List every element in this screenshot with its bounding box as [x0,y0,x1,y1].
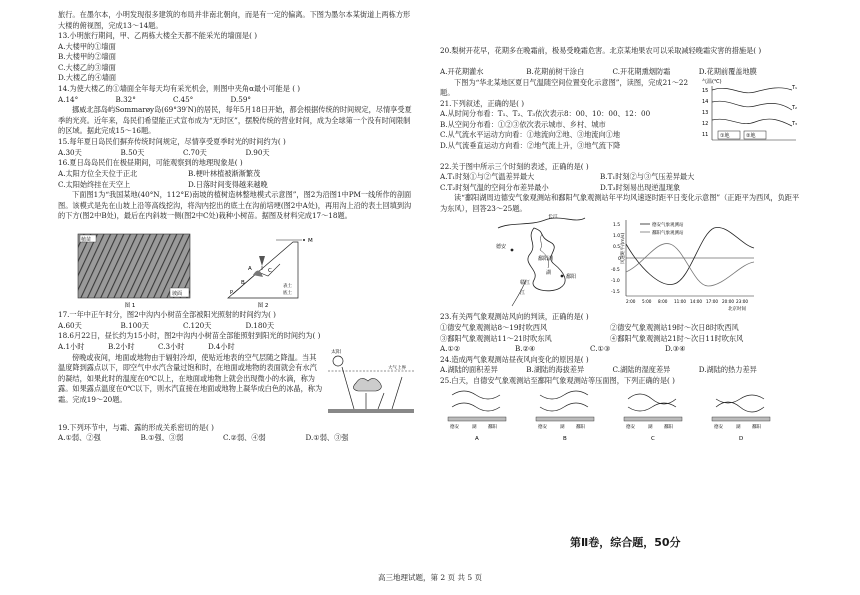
label-subsoil: 底土 [283,291,292,297]
q23-opt-b: B.②④ [515,344,536,354]
q23-statement-1: ①德安气象观测站8～19时吹西风 [440,322,548,332]
q24-stem: 24.造成两气象观测站昼夜风向变化的原因是( ) [440,354,589,364]
q20-opt-d: D.花期前覆盖地膜 [698,67,757,76]
q20-opt-a: A.开花期灌水 [440,67,484,76]
wind-ylabel: 风速距平/(m/s) [621,233,626,265]
iso-b-poyang: 鄱阳 [576,424,585,430]
poyang-map [490,214,590,312]
iso-b-lake: 湖 [560,424,565,430]
wind-xtick: 20:00 [722,299,735,305]
iso-c-poyang: 鄱阳 [664,424,673,430]
q23-opt-a: A.①② [440,344,461,354]
q19-opt-a: A.①弱、②强 [58,433,101,443]
temp-block [440,78,802,162]
q19-opt-c: C.②弱、④弱 [223,433,266,443]
intro-15-16: 挪威北部岛屿Sommarøy岛(69°39′N)的居民，每年5月18日开始，都会根据传统的时间规定，尽情享受夏季的光亮。近年来，岛民们希望能正式宣布成为“无时区”，摆脱传统的营业时间，成为全球第一个没有时间限制的区域。据此完成15～16题。 [58,105,412,136]
q15-opt-d: D.90天 [245,147,270,157]
wind-xtick: 11:00 [674,299,687,305]
figure1-caption: 图 1 [124,303,136,310]
q20-stem: 20.梨树开花早，花期多在晚霜前，极易受晚霜危害。北京某地果农可以采取减轻晚霜灾害的措施是( ) [440,46,762,55]
wind-ytick: -1.5 [611,290,620,296]
wind-xtick: 2:00 [626,299,636,305]
q21-opt-a: A.从时间分布看：T₁、T₂、T₃依次表示8：00、10：00、12：00 [440,109,651,119]
iso-d-label: D [739,435,744,442]
q17-opt-d: D.180天 [245,320,275,330]
sun-label: 太阳 [331,348,342,355]
wind-ytick: -0.5 [611,268,620,274]
q14-opt-a: A.14° [58,94,79,104]
q19-opt-b: B.①强、③弱 [140,433,184,443]
q14-opt-b: B.32° [115,94,136,104]
label-topsoil: 表土 [283,284,292,290]
isobar-option-c [624,394,682,442]
q23-opt-c: C.①③ [590,344,611,354]
tree-icon [259,256,265,266]
wind-ytick: 0 [618,257,621,263]
q23-statements-row2 [440,334,780,345]
iso-c-dean: 德安 [626,424,635,430]
label-c: C [268,268,272,275]
q24-opt-c: C.湖陆的湿度差异 [612,365,671,375]
q15-opt-a: A.30天 [58,147,82,157]
isobar-options [440,387,800,443]
q22-options-row2 [440,183,760,194]
q14-opt-c: C.45° [173,94,194,104]
q22-opt-b: B.T₁时刻②与③气压差异最大 [600,172,695,182]
q13-opt-c: C.大楼乙的③墙面 [58,62,116,72]
q22-opt-d: D.T₃时刻易出现逆温现象 [600,182,681,192]
q18-stem: 18.6月22日，昼长约为15小时，图2中沟内小树苗全部能照射到阳光的时间约为( ) [58,331,321,341]
figure1-ridge-label: 坡面 [172,291,183,298]
q23-statement-2: ②德安气象观测站19时～次日8时吹西风 [610,322,739,332]
temp-tick-14: 14 [702,98,709,105]
map-hu-label: 湖 [546,270,552,277]
intro-17-18: 下面图1为“我国某地(40°N，112°E)南坡的植树造林整地模式示意图”，图2为沿图1中PM一线所作的剖面图。该模式是先在山坡上沿等高线挖沟，将沟内挖出的底土在沟前培埂(图2中A处)，再用沟上沿的表土回填到沟的下方(图2中B处)，最后在内斜坡一侧(图2中C处)栽种小树苗。据图及材料完成17～18题。 [58,190,412,221]
q17-opt-a: A.60天 [58,320,82,330]
wind-xticks [626,299,748,304]
q21-opt-d: D.从气流垂直运动方向看：②地气流上升，③地气流下降 [440,140,621,150]
q23-statement-3: ③鄱阳气象观测站11～21时吹东风 [440,333,552,343]
iso-a-label: A [475,435,479,442]
q22-opt-c: C.T₂时刻气温的空间分布差异最小 [440,182,549,192]
q16-stem: 16.夏日岛岛民们在极昼期间，可能观察到的地理现象是( ) [58,158,243,168]
q18-opt-a: A.1小时 [58,341,85,351]
temperature-diagram [700,76,800,150]
q15-opt-c: C.70天 [183,147,207,157]
q14-options [58,95,288,106]
iso-c-label: C [651,435,655,442]
q21-opt-b: B.从空间分布看：①②③依次表示城市、乡村、城市 [440,119,606,129]
t3-label: T₃ [792,120,798,127]
wind-ytick: 0.5 [613,245,621,251]
page-footer: 高三地理试题，第 2 页 共 5 页 [378,573,482,582]
q14-opt-d: D.59° [230,94,252,104]
q19-options [58,433,388,444]
q23-stem: 23.有关两气象观测站风向的判读，正确的是( ) [440,312,589,322]
right-column [440,46,802,446]
map-poyang-label: 鄱阳 [566,274,577,281]
q16-options-row2 [58,180,318,191]
wind-xlabel: 北京时间 [728,307,746,313]
q13-opt-a: A.大楼甲的①墙面 [58,41,116,51]
intro-21-22: 下图为“华北某地区夏日气温随空间位置变化示意图”，读图，完成21～22题。 [440,77,689,98]
q17-stem: 17.一年中正午时分，图2中沟内小树苗全部被阳光照射的时间约为( ) [58,310,276,320]
q23-statements-row1 [440,323,780,334]
t2-label: T₂ [792,104,798,111]
q16-opt-a: A.太阳方位全天位于正北 [58,168,138,178]
intro-19-20: 傍晚或夜间，地面或地物由于辐射冷却，使贴近地表的空气层随之降温。当其温度降到露点以下，即空气中水汽含量过饱和时，在地面或地物的表面就会有水汽的凝结，如果此时的温度在0℃以上，在地面或地物上就会出现微小的水滴，称为露。如果露点温度在0℃以下，则水汽直接在地面或地物上凝华成白色的冰晶，称为霜。完成19～20题。 [58,352,323,404]
q22-opt-a: A.T₁时刻①与②气温差异最大 [440,172,535,182]
q14-stem: 14.为使大楼乙的①墙面全年每天均有采光机会，则图中夹角α最小可能是 ( ) [58,83,301,93]
t1-label: T₁ [792,84,798,91]
q18-opt-c: C.3小时 [158,341,185,351]
q24-opt-a: A.湖陆的面积差异 [440,365,498,375]
q15-stem: 15.每年夏日岛民们摒弃传统时间规定，尽情享受夏季时光的时间约为( ) [58,137,286,147]
isobar-option-a [448,391,506,442]
q16-opt-d: D.日落时间变得越来越晚 [188,179,268,189]
q13-opt-b: B.大楼甲的②墙面 [58,52,116,62]
intro-23-25: 读“鄱阳湖周边德安气象观测站和鄱阳气象观测站年平均风速逐时距平日变化示意图”（正距平为西风，负距平为东风），回答23～25题。 [440,193,800,213]
q17-opt-c: C.120天 [183,320,212,330]
iso-d-dean: 德安 [714,424,723,430]
map-jiang-label: 江 [520,290,526,297]
map-river-label: 长江 [548,214,559,221]
iso-a-lake: 湖 [472,424,477,430]
q24-options [440,365,785,376]
q21-opt-c: C.从气流水平运动方向看：①地流向②地、③地流向①地 [440,130,621,140]
q24-opt-d: D.湖陆的热力差异 [698,365,757,375]
q23-opt-d: D.③④ [665,344,686,354]
wind-ytick: -1.0 [611,279,620,285]
iso-a-poyang: 鄱阳 [488,424,497,430]
iso-c-lake: 湖 [648,424,653,430]
left-column [58,10,415,444]
poyang-figures [440,214,802,312]
label-m: M [308,238,313,245]
section-heading: 第Ⅱ卷，综合题，50分 [570,536,681,549]
wind-legend-dean: 德安气象观测站 [652,223,684,229]
isobar-option-b [536,391,594,442]
wind-legend-poyang: 鄱阳气象观测站 [652,231,684,237]
iso-d-poyang: 鄱阳 [752,424,761,430]
temp-tick-15: 15 [702,87,709,94]
temp-tick-13: 13 [702,109,709,116]
atmosphere-label: 大气上界 [388,365,406,371]
wind-xtick: 23:00 [736,299,749,305]
iso-b-label: B [563,435,567,442]
intro-13-14: 旅行。在墨尔本，小明发现很多建筑的布局并非南北朝向，而是有一定的偏离。下图为墨尔本某街道上两栋方形大楼的俯视图，完成13～14题。 [58,10,411,30]
figure1-tag: 植苗 [81,237,92,244]
wind-xtick: 8:00 [658,299,668,305]
iso-d-lake: 湖 [736,424,741,430]
legend-area1: ①地 [720,132,730,139]
map-dean-label: 德安 [496,244,507,251]
q20-opt-b: B.花期前树干涂白 [526,67,585,76]
q16-options-row1 [58,169,318,180]
legend-area2: ②地 [746,132,756,139]
figure2-profile [228,238,313,298]
cloud-icon [353,378,381,391]
temp-tick-11: 11 [702,131,709,138]
wind-xtick: 5:00 [642,299,652,305]
wind-chart [600,214,760,312]
q24-opt-b: B.湖陆的海拔差异 [526,365,585,375]
q22-options-row1 [440,172,760,183]
label-b: B [241,280,245,287]
label-p: P [230,290,234,297]
q21-stem: 21.下列叙述，正确的是( ) [440,98,525,108]
q16-opt-c: C.太阳始终挂在天空上 [58,179,131,189]
wind-xtick: 14:00 [690,299,703,305]
q18-options [58,342,258,353]
q18-opt-d: D.4小时 [208,341,235,351]
q25-stem: 25.白天，自德安气象观测站至鄱阳气象观测站等压面图，下列正确的是( ) [440,375,675,385]
temp-unit: 气温(℃) [702,78,722,85]
iso-a-dean: 德安 [450,424,459,430]
q15-opt-b: B.50天 [120,147,145,157]
wind-ytick: 1.5 [613,223,621,229]
figure-terrace [58,232,415,310]
label-a: A [248,266,252,273]
dew-block [58,348,415,417]
series-dean [626,228,754,285]
q23-statement-4: ④鄱阳气象观测站21时～次日11时吹东风 [610,333,744,343]
terrace-figures [58,232,318,310]
q19-stem: 19.下列环节中，与霜、露的形成关系密切的是( ) [58,422,214,432]
map-gan-label: 赣江 [520,280,531,287]
q18-opt-b: B.2小时 [108,341,135,351]
map-lake-label: 鄱阳湖 [538,256,554,263]
radiation-diagram [326,349,416,417]
q17-options [58,321,308,332]
series-poyang [626,244,754,286]
wind-yticks [611,222,621,295]
q13-opt-d: D.大楼乙的④墙面 [58,73,117,83]
q19-opt-d: D.①弱、③强 [305,433,349,443]
q13-stem: 13.小明旅行期间，甲、乙两栋大楼全天都不能采光的墙面是( ) [58,31,258,40]
q23-options [440,344,740,355]
temp-tick-12: 12 [702,120,709,127]
isobar-option-d [712,395,770,442]
q17-opt-b: B.100天 [120,320,149,330]
q20-opt-c: C.开花期熏烟防霜 [612,67,671,76]
q22-stem: 22.关于图中所示三个时刻的表述，正确的是( ) [440,161,589,171]
wind-ytick: 1.0 [613,234,621,240]
iso-b-dean: 德安 [538,424,547,430]
q16-opt-b: B.梗叶林植被渐渐繁茂 [188,168,261,178]
sun-icon [333,356,343,366]
q15-options [58,148,308,159]
wind-xtick: 17:00 [706,299,719,305]
figure2-caption: 图 2 [257,303,269,310]
